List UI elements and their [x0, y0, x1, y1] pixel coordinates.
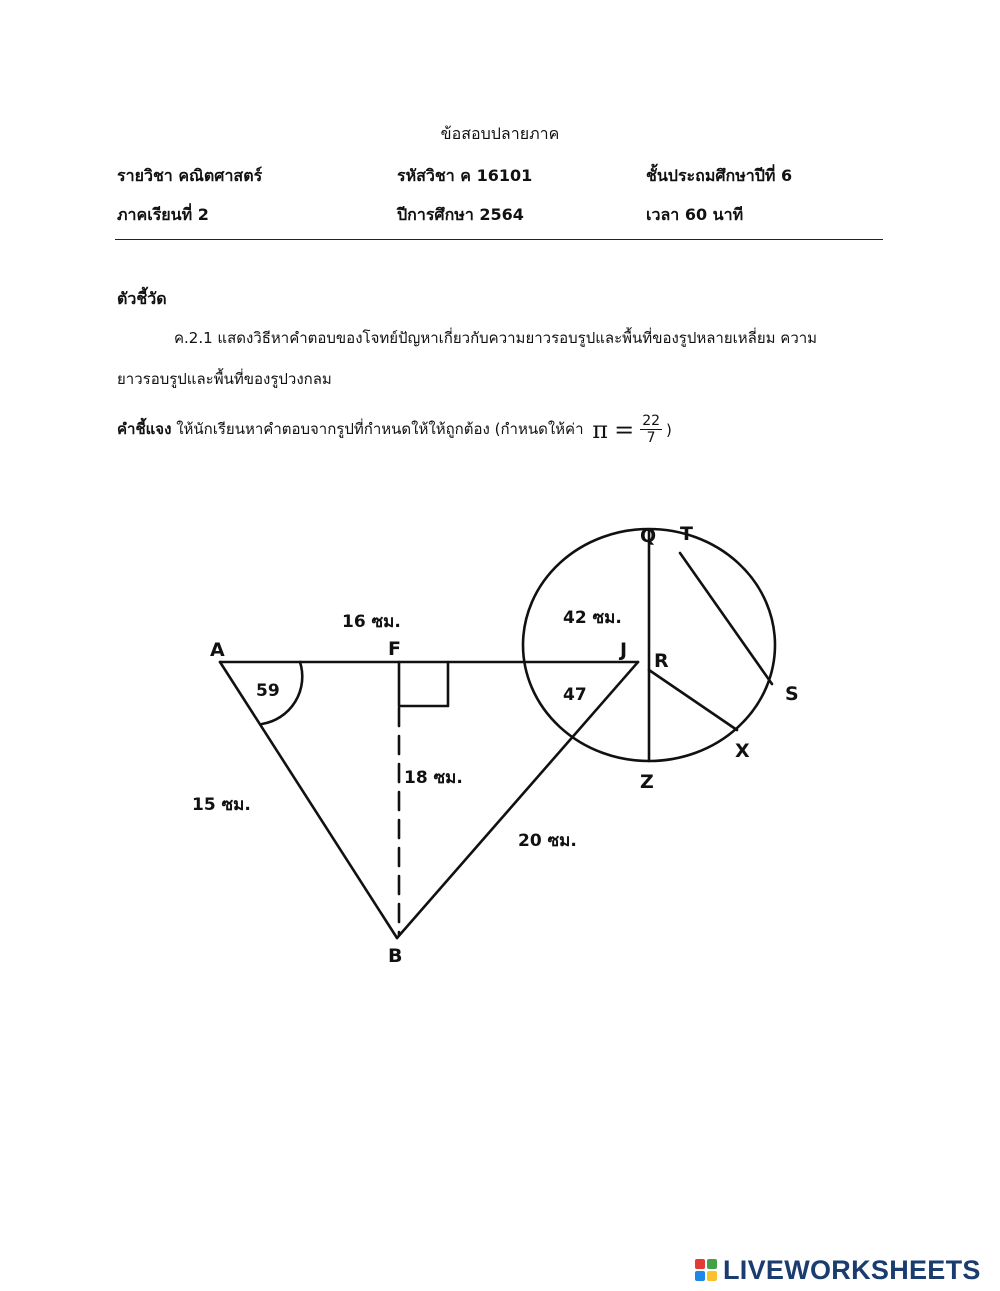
subject-label: รายวิชา คณิตศาสตร์	[117, 166, 263, 185]
academic-year: ปีการศึกษา 2564	[397, 205, 524, 224]
measure-jb: 20 ซม.	[518, 831, 577, 851]
instructions-label: คำชี้แจง	[117, 420, 172, 438]
point-q-label: Q	[640, 525, 657, 547]
instructions-text: ให้นักเรียนหาคำตอบจากรูปที่กำหนดให้ให้ถูกต้อง (กำหนดให้ค่า	[176, 420, 584, 438]
logo-icon-square	[707, 1271, 717, 1281]
point-b-label: B	[388, 945, 403, 967]
fraction-denominator: 7	[646, 430, 656, 446]
point-a-label: A	[210, 639, 225, 661]
point-z-label: Z	[640, 771, 654, 793]
measure-qr: 42 ซม.	[563, 608, 622, 628]
logo-brand-text: LIVEWORKSHEETS	[723, 1254, 981, 1285]
course-code: รหัสวิชา ค 16101	[397, 166, 533, 185]
point-x-label: X	[735, 740, 750, 762]
segment-jb	[397, 662, 638, 938]
right-angle-marker	[399, 662, 448, 706]
liveworksheets-logo	[695, 1254, 981, 1286]
point-j-label: J	[620, 639, 628, 661]
measure-fb: 18 ซม.	[404, 768, 463, 788]
equals-sign: =	[614, 415, 635, 444]
exam-title: ข้อสอบปลายภาค	[440, 124, 560, 143]
angle-j-value: 47	[563, 685, 587, 705]
chord-ts	[680, 553, 772, 684]
closing-paren: )	[666, 420, 672, 439]
point-s-label: S	[785, 683, 799, 705]
exam-duration: เวลา 60 นาที	[646, 205, 744, 224]
angle-a-value: 59	[256, 681, 280, 701]
indicator-text-line1: ค.2.1 แสดงวิธีหาคำตอบของโจทย์ปัญหาเกี่ยวกับความยาวรอบรูปและพื้นที่ของรูปหลายเหลี่ยม ความ	[174, 329, 818, 347]
indicator-text-line2: ยาวรอบรูปและพื้นที่ของรูปวงกลม	[117, 370, 332, 388]
point-t-label: T	[680, 523, 693, 545]
pi-symbol: π	[592, 415, 609, 444]
radius-rx	[649, 670, 737, 730]
logo-icon	[695, 1259, 717, 1281]
semester-label: ภาคเรียนที่ 2	[117, 205, 209, 224]
point-r-label: R	[654, 650, 669, 672]
point-f-label: F	[388, 638, 401, 660]
logo-icon-square	[695, 1271, 705, 1281]
grade-level: ชั้นประถมศึกษาปีที่ 6	[646, 166, 793, 185]
fraction-numerator: 22	[642, 413, 661, 429]
logo-icon-square	[695, 1259, 705, 1269]
indicators-heading: ตัวชี้วัด	[117, 289, 167, 308]
measure-ab: 15 ซม.	[192, 795, 251, 815]
measure-af: 16 ซม.	[342, 612, 401, 632]
logo-icon-square	[707, 1259, 717, 1269]
